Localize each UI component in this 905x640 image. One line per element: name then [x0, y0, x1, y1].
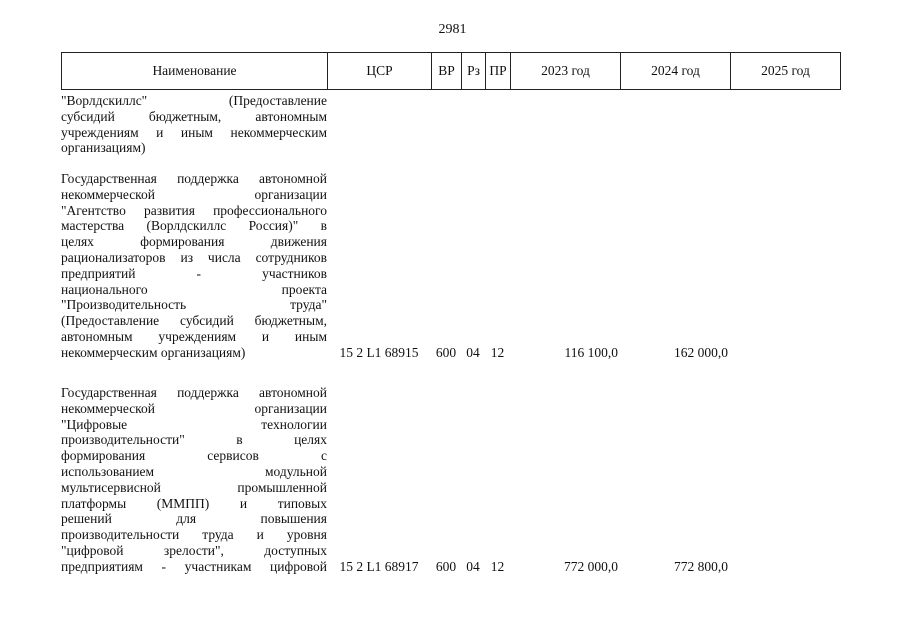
name-line: решений для повышения	[61, 511, 327, 527]
name-line: "Производительность труда"	[61, 297, 327, 313]
name-line: "цифровой зрелости", доступных	[61, 542, 327, 558]
header-2025: 2025 год	[761, 63, 810, 78]
name-line: "Цифровые технологии	[61, 416, 327, 432]
name-line: организациям)	[61, 140, 146, 156]
name-line: национального проекта	[61, 281, 327, 297]
name-line: мультисервисной промышленной	[61, 479, 327, 495]
cell-2025	[730, 345, 839, 361]
header-rz: Рз	[462, 53, 486, 89]
name-line: производительности" в целях	[61, 432, 327, 448]
row-values	[327, 345, 841, 361]
cell-rz: 04	[466, 558, 480, 574]
name-line: (Предоставление субсидий бюджетным,	[61, 313, 327, 329]
cell-rz: 04	[466, 344, 480, 360]
name-line: автономным учреждениям и иным	[61, 328, 327, 344]
name-line: некоммерческой организации	[61, 186, 327, 202]
name-line: рационализаторов из числа сотрудников	[61, 249, 327, 265]
cell-2024: 162 000,0	[674, 344, 728, 360]
header-pr: ПР	[486, 53, 511, 89]
header-vr: ВР	[432, 53, 462, 89]
name-line: предприятиям - участникам цифровой	[61, 558, 327, 574]
name-line: учреждениям и иным некоммерческим	[61, 124, 327, 140]
header-name: Наименование	[62, 53, 328, 89]
cell-2023: 116 100,0	[564, 344, 618, 360]
name-line: Государственная поддержка автономной	[61, 171, 327, 186]
table-header	[61, 52, 841, 90]
cell-csr: 15 2 L1 68917	[339, 558, 419, 574]
header-2024: 2024 год	[621, 53, 731, 89]
row-values	[327, 559, 841, 575]
name-line: мастерства (Ворлдскиллс Россия)" в	[61, 218, 327, 234]
name-line: Государственная поддержка автономной	[61, 385, 327, 400]
cell-vr: 600	[435, 344, 457, 360]
cell-pr: 12	[490, 344, 505, 360]
name-line: некоммерческой организации	[61, 400, 327, 416]
cell-pr: 12	[490, 558, 505, 574]
name-line: платформы (ММПП) и типовых	[61, 495, 327, 511]
name-line: использованием модульной	[61, 463, 327, 479]
row-name	[61, 171, 327, 361]
name-line: целях формирования движения	[61, 234, 327, 250]
row-name	[61, 93, 327, 156]
header-2023: 2023 год	[511, 53, 621, 89]
name-line: "Ворлдскиллс" (Предоставление	[61, 93, 327, 108]
name-line: формирования сервисов с	[61, 448, 327, 464]
name-line: предприятий - участников	[61, 265, 327, 281]
header-csr: ЦСР	[328, 53, 432, 89]
row-name	[61, 385, 327, 575]
cell-csr: 15 2 L1 68915	[339, 344, 419, 360]
cell-2025	[730, 559, 839, 575]
name-line: производительности труда и уровня	[61, 527, 327, 543]
page-number: 2981	[438, 22, 467, 37]
cell-2023: 772 000,0	[564, 558, 618, 574]
name-line: некоммерческим организациям)	[61, 344, 246, 360]
cell-2024: 772 800,0	[674, 558, 728, 574]
name-line: субсидий бюджетным, автономным	[61, 108, 327, 124]
name-line: "Агентство развития профессионального	[61, 202, 327, 218]
cell-vr: 600	[435, 558, 457, 574]
